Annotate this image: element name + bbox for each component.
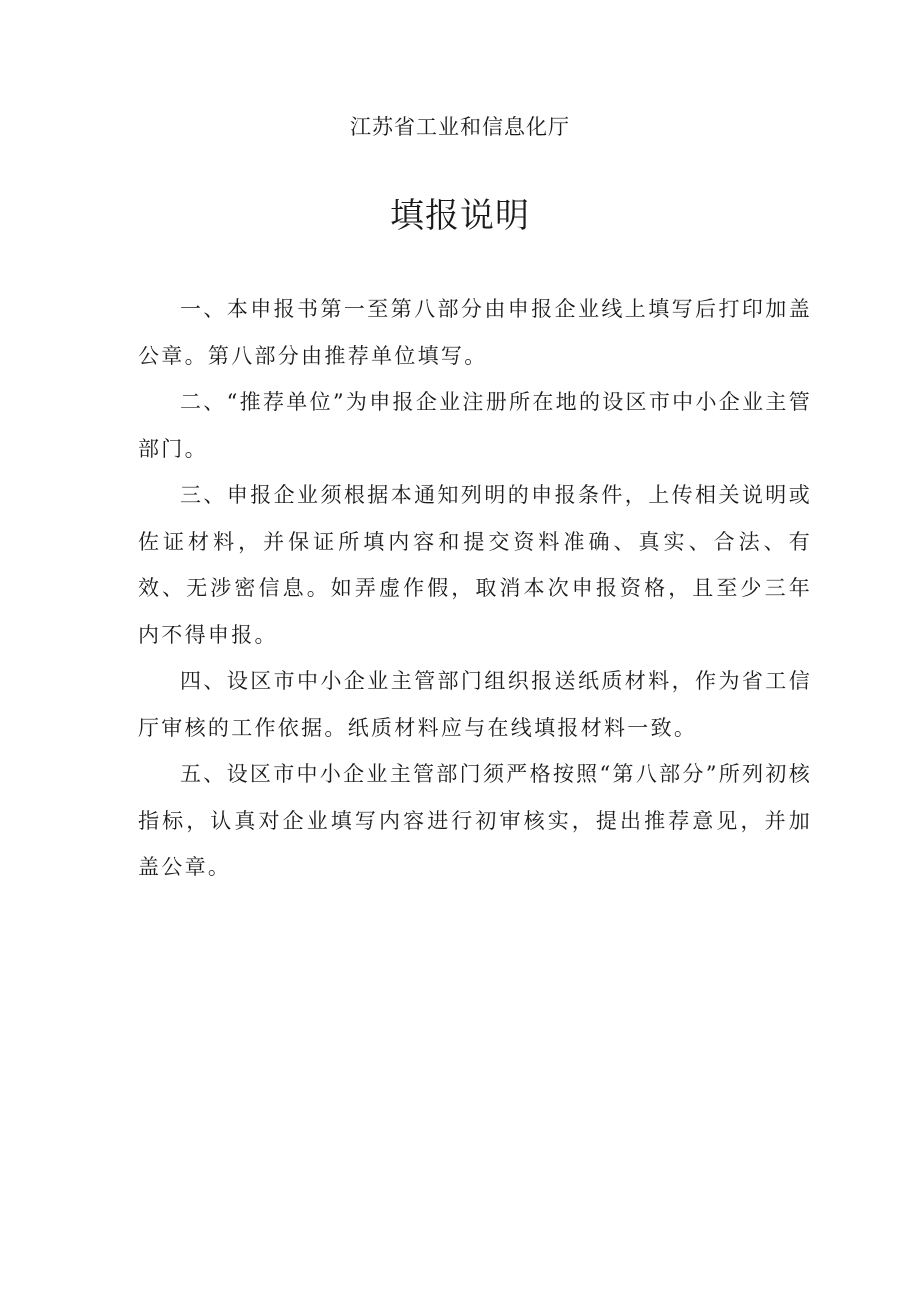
instructions-body [138,286,812,891]
instruction-paragraph-3: 三、申报企业须根据本通知列明的申报条件，上传相关说明或佐证材料，并保证所填内容和提交资料准确、真实、合法、有效、无涉密信息。如弄虚作假，取消本次申报资格，且至少三年内不得申报。 [138,483,812,647]
instruction-paragraph-2: 二、“推荐单位”为申报企业注册所在地的设区市中小企业主管部门。 [138,390,812,461]
instruction-paragraph-4: 四、设区市中小企业主管部门组织报送纸质材料，作为省工信厅审核的工作依据。纸质材料应与在线填报材料一致。 [138,669,812,740]
document-title: 填报说明 [390,196,530,236]
instruction-paragraph-5: 五、设区市中小企业主管部门须严格按照“第八部分”所列初核指标，认真对企业填写内容进行初审核实，提出推荐意见，并加盖公章。 [138,762,812,879]
instruction-paragraph-1: 一、本申报书第一至第八部分由申报企业线上填写后打印加盖公章。第八部分由推荐单位填写。 [138,297,812,368]
issuing-organization: 江苏省工业和信息化厅 [350,115,570,139]
